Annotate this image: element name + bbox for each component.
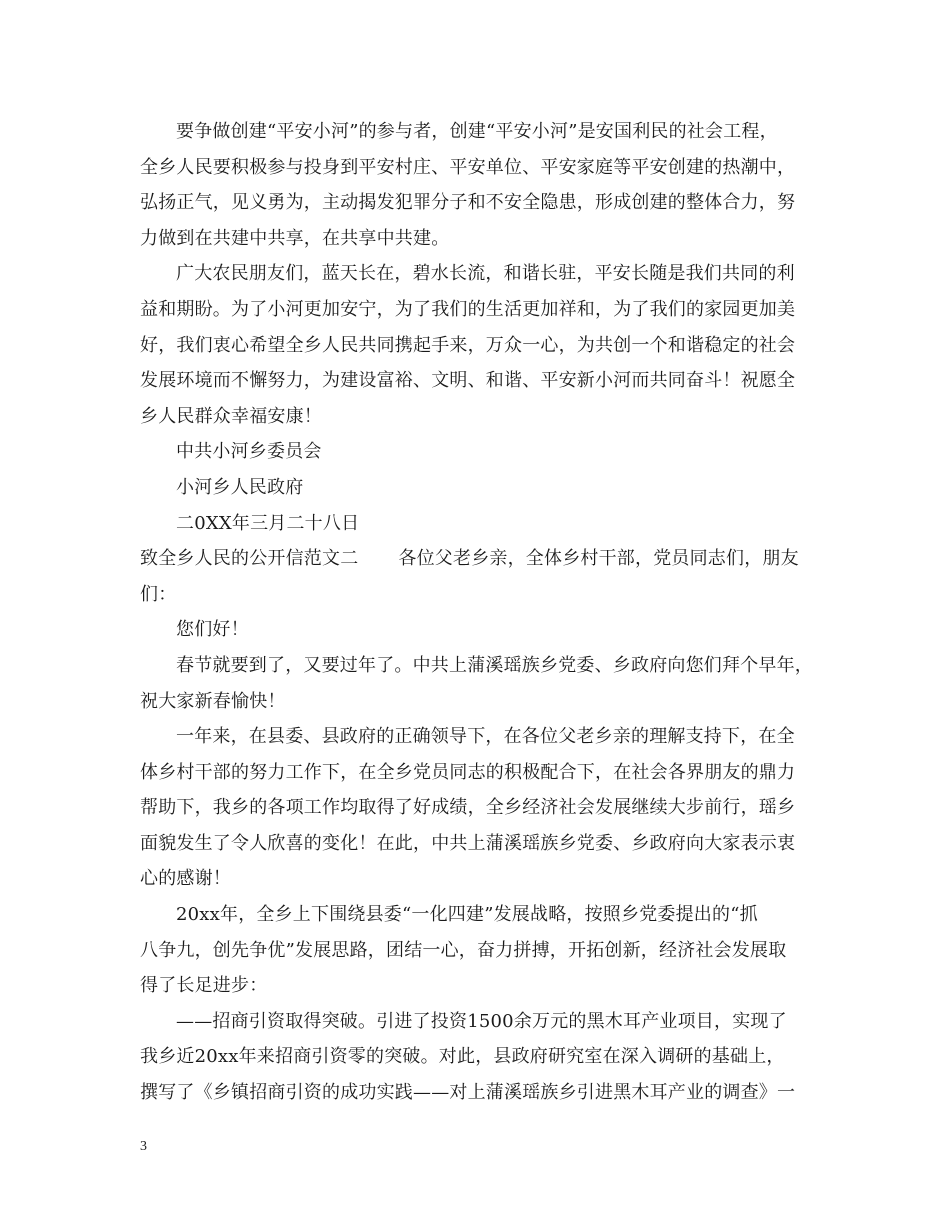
text-line: 春节就要到了，又要过年了。中共上蒲溪瑶族乡党委、乡政府向您们拜个早年， [176, 654, 813, 676]
text-line: 力做到在共建中共享，在共享中共建。 [140, 227, 450, 249]
text-line: 一年来，在县委、县政府的正确领导下，在各位父老乡亲的理解支持下，在全 [176, 726, 795, 748]
text-line: 们： [140, 583, 177, 605]
text-line: 乡人民群众幸福安康！ [140, 405, 322, 427]
text-line: 心的感谢！ [140, 868, 231, 890]
section-heading-line [140, 541, 830, 577]
body-text [140, 114, 830, 1111]
text-line: 广大农民朋友们，蓝天长在，碧水长流，和谐长驻，平安长随是我们共同的利 [176, 263, 795, 285]
text-line: 要争做创建“平安小河”的参与者，创建“平安小河”是安国利民的社会工程， [176, 121, 778, 142]
signature-committee: 中共小河乡委员会 [176, 441, 322, 463]
signature-government: 小河乡人民政府 [176, 476, 304, 498]
text-line: 得了长足进步： [140, 975, 268, 997]
text-line: 八争九，创先争优”发展思路，团结一心，奋力拼搏，开拓创新，经济社会发展取 [140, 939, 787, 961]
salutation: 各位父老乡亲，全体乡村干部，党员同志们，朋友 [398, 548, 799, 570]
text-line: 弘扬正气，见义勇为，主动揭发犯罪分子和不安全隐患，形成创建的整体合力，努 [140, 192, 796, 214]
text-line: 帮助下，我乡的各项工作均取得了好成绩，全乡经济社会发展继续大步前行，瑶乡 [140, 797, 796, 819]
signature-date: 二0XX年三月二十八日 [176, 512, 360, 534]
section-title: 致全乡人民的公开信范文二 [140, 548, 359, 570]
text-line: 20xx年，全乡上下围绕县委“一化四建”发展战略，按照乡党委提出的“抓 [176, 904, 758, 926]
text-line: 撰写了《乡镇招商引资的成功实践——对上蒲溪瑶族乡引进黑木耳产业的调查》一 [140, 1082, 796, 1104]
greeting: 您们好！ [176, 619, 249, 641]
text-line: 体乡村干部的努力工作下，在全乡党员同志的积极配合下，在社会各界朋友的鼎力 [140, 761, 796, 783]
text-line: 发展环境而不懈努力，为建设富裕、文明、和谐、平安新小河而共同奋斗！祝愿全 [140, 370, 796, 392]
text-line: 益和期盼。为了小河更加安宁，为了我们的生活更加祥和，为了我们的家园更加美 [140, 298, 796, 320]
text-line: ——招商引资取得突破。引进了投资1500余万元的黑木耳产业项目，实现了 [176, 1010, 787, 1032]
text-line: 我乡近20xx年来招商引资零的突破。对此，县政府研究室在深入调研的基础上， [140, 1046, 785, 1068]
text-line: 面貌发生了令人欣喜的变化！在此，中共上蒲溪瑶族乡党委、乡政府向大家表示衷 [140, 832, 796, 854]
text-line: 全乡人民要积极参与投身到平安村庄、平安单位、平安家庭等平安创建的热潮中， [140, 156, 796, 178]
text-line: 祝大家新春愉快！ [140, 690, 286, 712]
text-line: 好，我们衷心希望全乡人民共同携起手来，万众一心，为共创一个和谐稳定的社会 [140, 334, 796, 356]
page-number: 3 [140, 1139, 147, 1154]
